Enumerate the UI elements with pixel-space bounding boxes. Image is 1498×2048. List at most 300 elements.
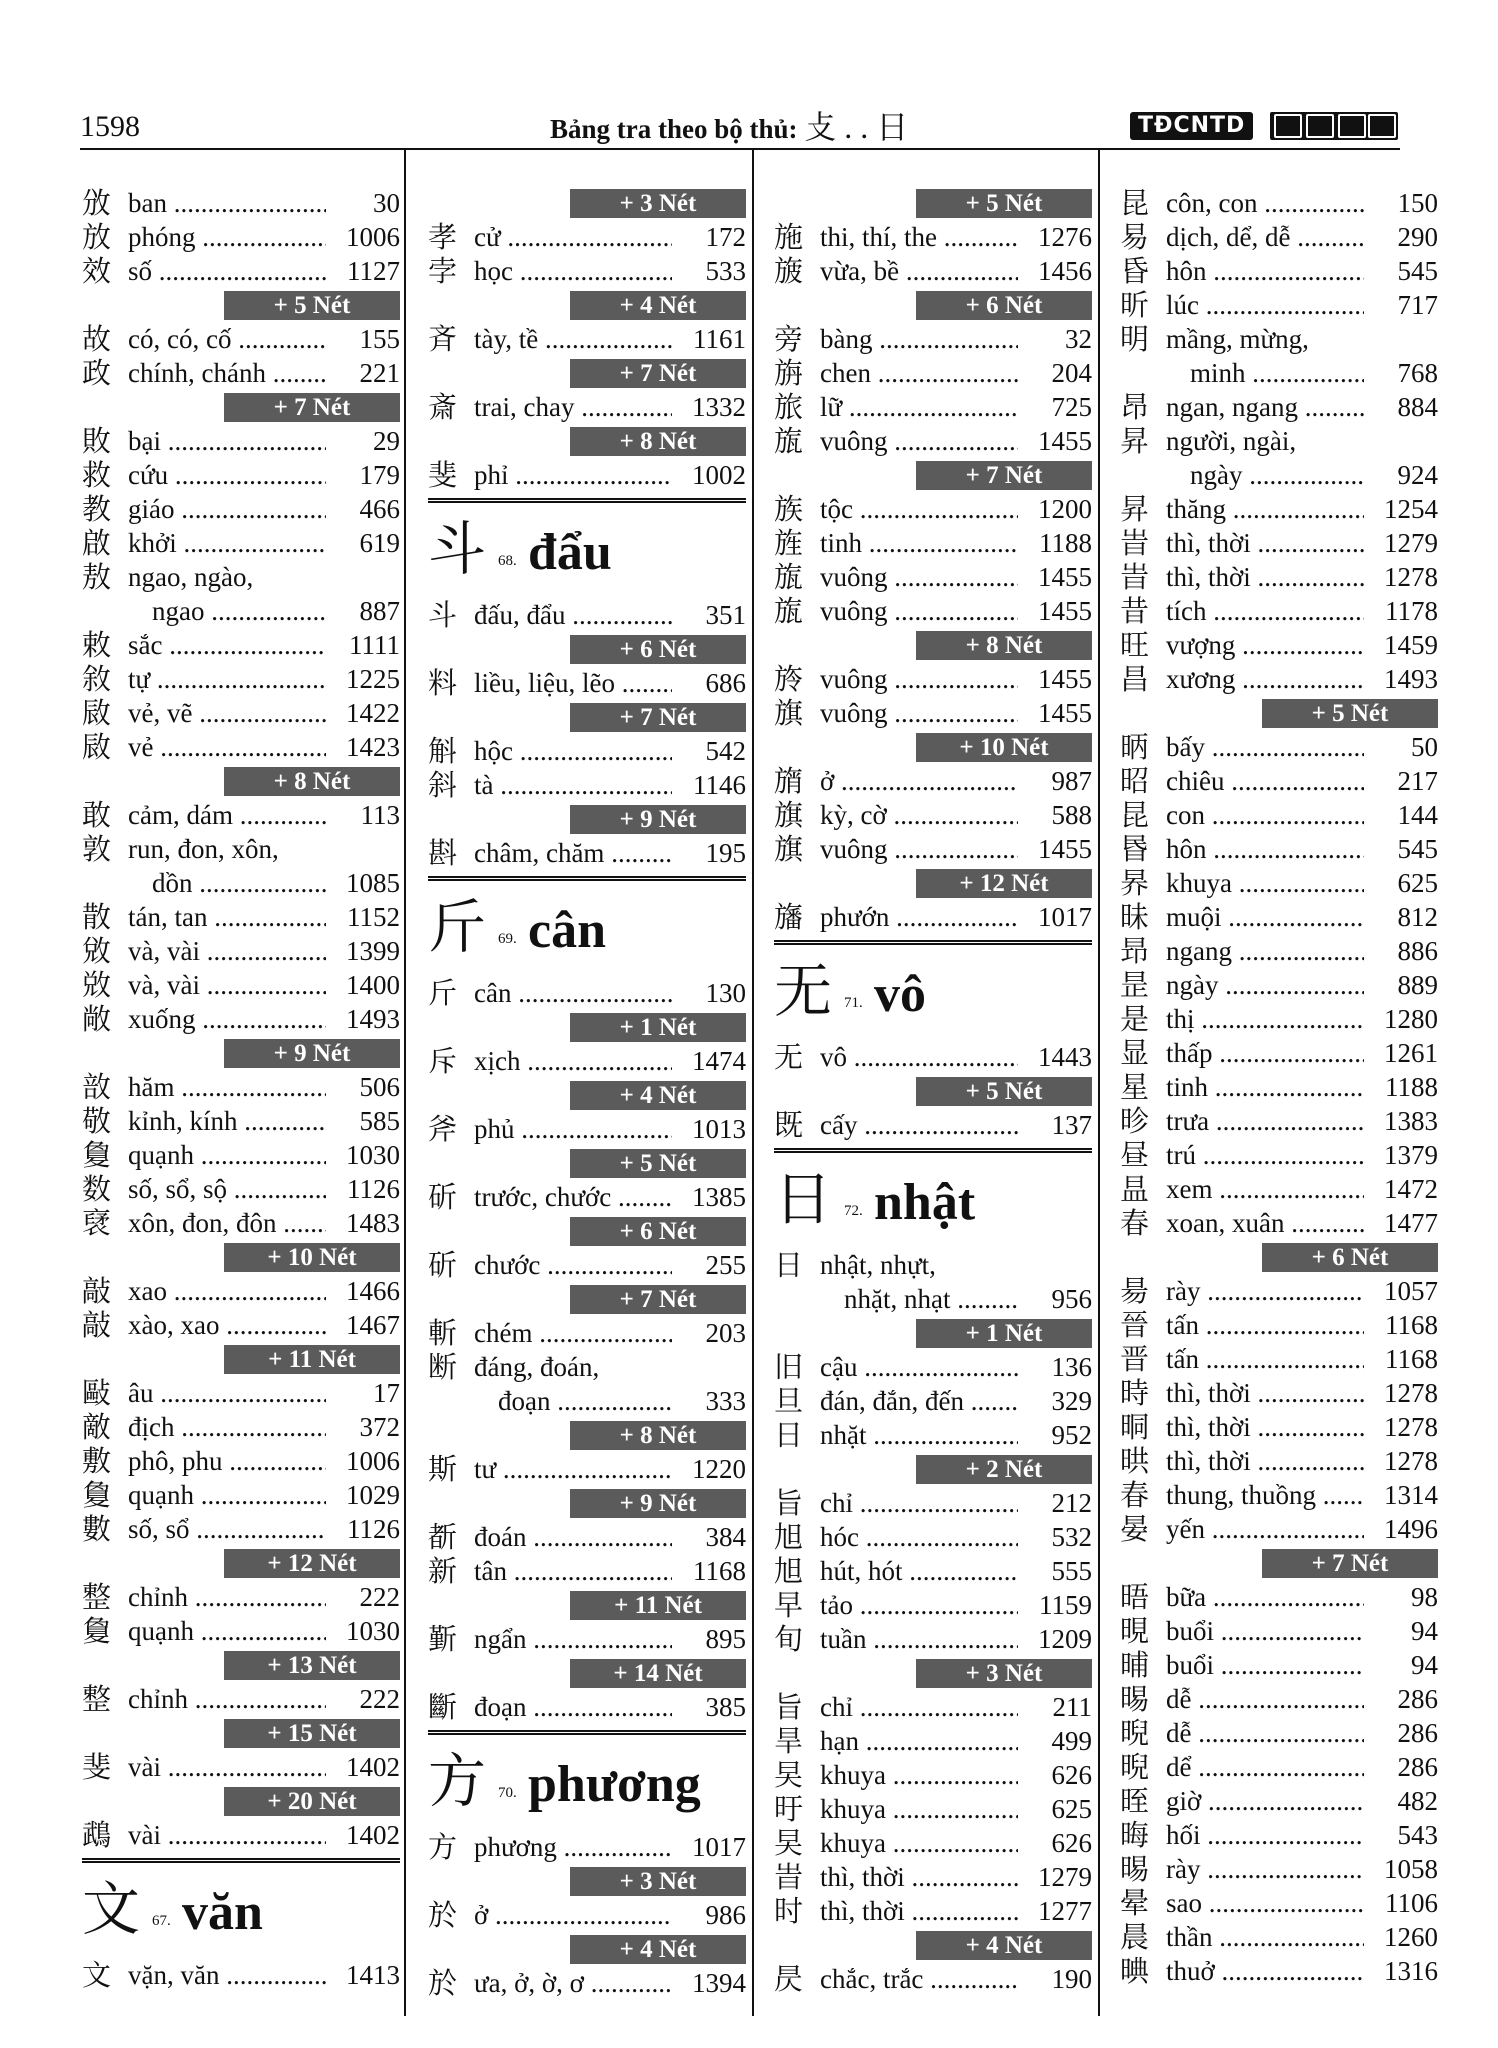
han-character: 旭	[774, 1520, 804, 1554]
han-character: 散	[82, 900, 112, 934]
stroke-count-label: + 14 Nét	[570, 1659, 746, 1688]
stroke-count-label: + 1 Nét	[570, 1013, 746, 1042]
index-entry	[774, 322, 1092, 356]
entry-reading: có, có, cố .....	[128, 322, 326, 356]
entry-reading: học .....	[474, 254, 672, 288]
stroke-count-label: + 4 Nét	[570, 291, 746, 320]
han-character: 新	[428, 1554, 458, 1588]
entry-reading: thần .....	[1166, 1920, 1364, 1954]
entry-page-number: 1209	[1018, 1622, 1092, 1656]
stroke-count-label: + 11 Nét	[224, 1345, 400, 1374]
index-entry	[1120, 1648, 1438, 1682]
entry-page-number: 1456	[1018, 254, 1092, 288]
index-entry	[428, 1384, 746, 1418]
index-entry	[428, 1690, 746, 1724]
stroke-count-header	[82, 1546, 400, 1580]
radical-number: 69.	[498, 931, 517, 947]
entry-page-number: 1146	[672, 768, 746, 802]
entry-reading: ở .....	[474, 1898, 672, 1932]
entry-page-number: 924	[1364, 458, 1438, 492]
entry-reading: rày .....	[1166, 1852, 1364, 1886]
index-entry	[82, 424, 400, 458]
entry-reading: đoán .....	[474, 1520, 672, 1554]
index-entry	[1120, 1070, 1438, 1104]
entry-reading: xương .....	[1166, 662, 1364, 696]
entry-reading: thì, thời .....	[820, 1860, 1018, 1894]
entry-reading: tư .....	[474, 1452, 672, 1486]
han-character: 於	[428, 1898, 458, 1932]
entry-reading: hút, hót .....	[820, 1554, 1018, 1588]
entry-page-number: 1085	[326, 866, 400, 900]
han-character: 裦	[82, 1206, 112, 1240]
index-entry	[1120, 1784, 1438, 1818]
entry-page-number: 1002	[672, 458, 746, 492]
index-entry	[774, 594, 1092, 628]
han-character: 放	[82, 220, 112, 254]
index-entry	[774, 356, 1092, 390]
han-character: 旬	[774, 1622, 804, 1656]
entry-page-number: 1159	[1018, 1588, 1092, 1622]
han-character: 旨	[774, 1486, 804, 1520]
entry-reading: vuông .....	[820, 424, 1018, 458]
stroke-count-label: + 8 Nét	[570, 427, 746, 456]
radical-section-header	[428, 876, 746, 976]
han-character: 斜	[428, 768, 458, 802]
stroke-count-header	[82, 288, 400, 322]
index-entry	[1120, 764, 1438, 798]
entry-page-number: 1400	[326, 968, 400, 1002]
han-character: 晡	[1120, 1648, 1150, 1682]
stroke-count-label: + 10 Nét	[224, 1243, 400, 1272]
index-entry	[82, 1376, 400, 1410]
entry-reading: bữa .....	[1166, 1580, 1364, 1614]
entry-reading: thấp .....	[1166, 1036, 1364, 1070]
entry-page-number: 1126	[326, 1172, 400, 1206]
entry-page-number: 1383	[1364, 1104, 1438, 1138]
index-entry	[82, 1444, 400, 1478]
entry-page-number: 1013	[672, 1112, 746, 1146]
entry-page-number: 385	[672, 1690, 746, 1724]
han-character: 断	[428, 1350, 458, 1384]
entry-page-number: 1261	[1364, 1036, 1438, 1070]
index-entry	[1120, 458, 1438, 492]
index-entry	[82, 832, 400, 866]
entry-reading: vẻ, vẽ .....	[128, 696, 326, 730]
index-entry	[774, 1826, 1092, 1860]
index-entry	[774, 1758, 1092, 1792]
entry-page-number: 204	[1018, 356, 1092, 390]
entry-reading: buổi .....	[1166, 1614, 1364, 1648]
page-number: 1598	[80, 110, 140, 143]
han-character: 晏	[1120, 1512, 1150, 1546]
index-entry	[774, 662, 1092, 696]
stroke-count-header	[774, 1074, 1092, 1108]
han-character: 晎	[1120, 1444, 1150, 1478]
han-character: 敬	[82, 1104, 112, 1138]
stroke-count-header	[774, 1316, 1092, 1350]
han-character: 敚	[82, 968, 112, 1002]
index-entry	[1120, 1342, 1438, 1376]
entry-page-number: 1379	[1364, 1138, 1438, 1172]
han-character: 昃	[774, 1962, 804, 1996]
entry-reading: khuya .....	[820, 1792, 1018, 1826]
entry-reading: hạn .....	[820, 1724, 1018, 1758]
stroke-count-header	[428, 288, 746, 322]
index-entry	[82, 1070, 400, 1104]
entry-page-number: 179	[326, 458, 400, 492]
entry-page-number: 212	[1018, 1486, 1092, 1520]
entry-page-number: 499	[1018, 1724, 1092, 1758]
han-character: 晨	[1120, 1920, 1150, 1954]
han-character: 旲	[774, 1826, 804, 1860]
entry-reading: số, sổ, sộ .....	[128, 1172, 326, 1206]
entry-page-number: 29	[326, 424, 400, 458]
han-character: 日	[774, 1248, 804, 1282]
index-entry	[1120, 968, 1438, 1002]
entry-reading: chỉnh .....	[128, 1682, 326, 1716]
stroke-count-label: + 5 Nét	[570, 1149, 746, 1178]
radical-name: vô	[874, 966, 926, 1023]
entry-reading: trú .....	[1166, 1138, 1364, 1172]
entry-reading: hăm .....	[128, 1070, 326, 1104]
han-character: 昦	[1120, 866, 1150, 900]
entry-page-number: 1496	[1364, 1512, 1438, 1546]
entry-page-number: 286	[1364, 1716, 1438, 1750]
index-entry	[428, 1180, 746, 1214]
entry-reading: vừa, bề .....	[820, 254, 1018, 288]
index-entry	[1120, 1138, 1438, 1172]
han-character: 晊	[1120, 1784, 1150, 1818]
entry-reading: và, vài .....	[128, 934, 326, 968]
han-character: 晍	[1120, 1410, 1150, 1444]
index-column-4	[1120, 186, 1438, 1988]
entry-reading: tuần .....	[820, 1622, 1018, 1656]
han-character: 斬	[428, 1316, 458, 1350]
entry-reading: vuông .....	[820, 696, 1018, 730]
index-entry	[1120, 1104, 1438, 1138]
entry-page-number: 625	[1364, 866, 1438, 900]
entry-reading: tinh .....	[1166, 1070, 1364, 1104]
entry-page-number: 1423	[326, 730, 400, 764]
entry-page-number: 1472	[1364, 1172, 1438, 1206]
stroke-count-label: + 20 Nét	[224, 1787, 400, 1816]
entry-page-number: 1168	[1364, 1342, 1438, 1376]
han-character: 既	[774, 1108, 804, 1142]
index-entry	[1120, 1886, 1438, 1920]
entry-page-number: 1029	[326, 1478, 400, 1512]
entry-page-number: 1280	[1364, 1002, 1438, 1036]
stroke-count-header	[1120, 1240, 1438, 1274]
index-entry	[1120, 1478, 1438, 1512]
entry-reading: phóng .....	[128, 220, 326, 254]
stroke-count-header	[774, 866, 1092, 900]
index-entry	[1120, 560, 1438, 594]
entry-reading: thuở .....	[1166, 1954, 1364, 1988]
entry-page-number: 542	[672, 734, 746, 768]
han-character: 斉	[428, 322, 458, 356]
stroke-count-header	[82, 764, 400, 798]
page-title	[550, 106, 908, 150]
entry-page-number: 155	[326, 322, 400, 356]
entry-reading: số .....	[128, 254, 326, 288]
entry-reading: đoạn .....	[498, 1384, 672, 1418]
entry-reading: dễ .....	[1166, 1716, 1364, 1750]
index-entry	[1120, 934, 1438, 968]
stroke-count-label: + 8 Nét	[916, 631, 1092, 660]
entry-page-number: 351	[672, 598, 746, 632]
entry-page-number: 1474	[672, 1044, 746, 1078]
entry-reading: trưa .....	[1166, 1104, 1364, 1138]
stroke-count-label: + 5 Nét	[1262, 699, 1438, 728]
han-character: 敨	[82, 1070, 112, 1104]
han-character: 昜	[1120, 1274, 1150, 1308]
index-entry	[428, 1520, 746, 1554]
index-entry	[428, 768, 746, 802]
index-entry	[774, 1622, 1092, 1656]
entry-page-number: 1178	[1364, 594, 1438, 628]
index-entry	[774, 1554, 1092, 1588]
entry-page-number: 585	[326, 1104, 400, 1138]
stroke-count-header	[428, 1864, 746, 1898]
entry-reading: thăng .....	[1166, 492, 1364, 526]
entry-reading: xao .....	[128, 1274, 326, 1308]
han-character: 教	[82, 492, 112, 526]
han-character: 日	[774, 1418, 804, 1452]
index-entry	[82, 594, 400, 628]
entry-page-number: 1399	[326, 934, 400, 968]
stroke-count-header	[428, 1146, 746, 1180]
entry-reading: vài .....	[128, 1750, 326, 1784]
entry-reading: vuông .....	[820, 832, 1018, 866]
entry-page-number: 588	[1018, 798, 1092, 832]
index-entry	[428, 1830, 746, 1864]
entry-page-number: 195	[672, 836, 746, 870]
stroke-count-header	[774, 186, 1092, 220]
han-character: 啟	[82, 526, 112, 560]
entry-reading: tích .....	[1166, 594, 1364, 628]
han-character: 昼	[1120, 1138, 1150, 1172]
entry-page-number: 1455	[1018, 832, 1092, 866]
index-entry	[428, 666, 746, 700]
entry-reading: âu .....	[128, 1376, 326, 1410]
entry-page-number: 1413	[326, 1958, 400, 1992]
entry-reading: hôn .....	[1166, 832, 1364, 866]
index-entry	[774, 1248, 1092, 1282]
index-entry	[1120, 1206, 1438, 1240]
index-entry	[774, 1418, 1092, 1452]
radical-character: 斗	[428, 515, 487, 583]
entry-page-number: 1278	[1364, 560, 1438, 594]
index-entry	[82, 1580, 400, 1614]
entry-page-number: 1188	[1364, 1070, 1438, 1104]
stroke-count-header	[428, 356, 746, 390]
han-character: 敲	[82, 1308, 112, 1342]
index-entry	[774, 390, 1092, 424]
entry-reading: ưa, ở, ờ, ơ .....	[474, 1966, 672, 2000]
stroke-count-label: + 1 Nét	[916, 1319, 1092, 1348]
stroke-count-header	[1120, 1546, 1438, 1580]
index-entry	[428, 598, 746, 632]
index-entry	[82, 220, 400, 254]
entry-page-number: 956	[1018, 1282, 1092, 1316]
stroke-count-label: + 8 Nét	[570, 1421, 746, 1450]
entry-reading: cân .....	[474, 976, 672, 1010]
han-character: 斤	[428, 976, 458, 1010]
entry-reading: thì, thời .....	[1166, 1376, 1364, 1410]
entry-reading: đoạn .....	[474, 1690, 672, 1724]
index-entry	[774, 1894, 1092, 1928]
index-entry	[428, 1248, 746, 1282]
han-character: 春	[1120, 1478, 1150, 1512]
entry-page-number: 286	[1364, 1682, 1438, 1716]
radical-name: đẩu	[528, 524, 612, 581]
stroke-count-header	[82, 1036, 400, 1070]
han-character: 敷	[82, 1444, 112, 1478]
stroke-count-header	[428, 1282, 746, 1316]
index-entry	[1120, 356, 1438, 390]
entry-page-number: 130	[672, 976, 746, 1010]
entry-reading: số, sổ .....	[128, 1512, 326, 1546]
radical-name: văn	[182, 1884, 263, 1941]
han-character: 晕	[1120, 1886, 1150, 1920]
entry-page-number: 884	[1364, 390, 1438, 424]
index-entry	[428, 1554, 746, 1588]
stroke-count-header	[428, 802, 746, 836]
han-character: 明	[1120, 322, 1150, 356]
stroke-count-header	[774, 730, 1092, 764]
index-entry	[1120, 594, 1438, 628]
han-character: 方	[428, 1830, 458, 1864]
entry-reading: tấn .....	[1166, 1342, 1364, 1376]
stroke-count-label: + 9 Nét	[224, 1039, 400, 1068]
stroke-count-header	[428, 1656, 746, 1690]
entry-page-number: 1455	[1018, 594, 1092, 628]
entry-page-number: 1260	[1364, 1920, 1438, 1954]
stroke-count-header	[428, 186, 746, 220]
stroke-count-label: + 10 Nét	[916, 733, 1092, 762]
index-entry	[428, 976, 746, 1010]
entry-reading: khuya .....	[820, 1826, 1018, 1860]
han-character: 敗	[82, 424, 112, 458]
index-entry	[428, 836, 746, 870]
han-character: 旊	[774, 560, 804, 594]
entry-page-number: 144	[1364, 798, 1438, 832]
entry-reading: đán, đắn, đến .....	[820, 1384, 1018, 1418]
index-entry	[428, 1898, 746, 1932]
entry-page-number: 30	[326, 186, 400, 220]
entry-reading: liều, liệu, lẽo .....	[474, 666, 672, 700]
stroke-count-header	[82, 1240, 400, 1274]
stroke-count-label: + 2 Nét	[916, 1455, 1092, 1484]
index-entry	[82, 1512, 400, 1546]
entry-reading: bàng .....	[820, 322, 1018, 356]
entry-reading: dễ .....	[1166, 1682, 1364, 1716]
han-character: 旗	[774, 696, 804, 730]
stroke-count-label: + 9 Nét	[570, 1489, 746, 1518]
entry-page-number: 1385	[672, 1180, 746, 1214]
entry-reading: thị .....	[1166, 1002, 1364, 1036]
han-character: 敻	[82, 1614, 112, 1648]
index-entry	[1120, 900, 1438, 934]
entry-page-number: 1017	[1018, 900, 1092, 934]
entry-page-number: 1483	[326, 1206, 400, 1240]
entry-reading: cậu .....	[820, 1350, 1018, 1384]
han-character: 斐	[82, 1750, 112, 1784]
stroke-count-label: + 12 Nét	[224, 1549, 400, 1578]
page-title-text: Bảng tra theo bộ thủ:	[550, 114, 798, 144]
han-character: 旍	[774, 662, 804, 696]
index-entry	[1120, 322, 1438, 356]
han-character: 晉	[1120, 1308, 1150, 1342]
entry-reading: ngao .....	[152, 594, 326, 628]
index-entry	[774, 1520, 1092, 1554]
stroke-count-label: + 3 Nét	[916, 1659, 1092, 1688]
index-entry	[82, 866, 400, 900]
entry-reading: khuya .....	[820, 1758, 1018, 1792]
stroke-count-label: + 4 Nét	[916, 1931, 1092, 1960]
stroke-count-label: + 5 Nét	[916, 1077, 1092, 1106]
entry-page-number: 172	[672, 220, 746, 254]
index-entry	[774, 1724, 1092, 1758]
index-entry	[428, 1044, 746, 1078]
entry-page-number: 384	[672, 1520, 746, 1554]
han-character: 昕	[1120, 288, 1150, 322]
entry-reading: vượng .....	[1166, 628, 1364, 662]
han-character: 敞	[82, 1002, 112, 1036]
entry-page-number: 506	[326, 1070, 400, 1104]
han-character: 時	[1120, 1376, 1150, 1410]
index-entry	[774, 900, 1092, 934]
index-entry	[1120, 526, 1438, 560]
entry-reading: tân .....	[474, 1554, 672, 1588]
stroke-count-label: + 7 Nét	[570, 703, 746, 732]
entry-page-number: 203	[672, 1316, 746, 1350]
entry-page-number: 1394	[672, 1966, 746, 2000]
index-entry	[774, 1792, 1092, 1826]
index-entry	[1120, 220, 1438, 254]
stroke-count-label: + 6 Nét	[1262, 1243, 1438, 1272]
index-entry	[774, 492, 1092, 526]
entry-reading: xem .....	[1166, 1172, 1364, 1206]
han-character: 昭	[1120, 764, 1150, 798]
entry-page-number: 889	[1364, 968, 1438, 1002]
index-entry	[82, 934, 400, 968]
han-character: 昰	[1120, 968, 1150, 1002]
index-entry	[82, 1818, 400, 1852]
index-entry	[1120, 1920, 1438, 1954]
radical-name: cân	[528, 902, 606, 959]
index-entry	[428, 734, 746, 768]
entry-reading: cứu .....	[128, 458, 326, 492]
entry-page-number: 1278	[1364, 1444, 1438, 1478]
stroke-count-label: + 11 Nét	[570, 1591, 746, 1620]
han-character: 敻	[82, 1138, 112, 1172]
han-character: 敐	[82, 730, 112, 764]
index-entry	[774, 1384, 1092, 1418]
entry-reading: phướn .....	[820, 900, 1018, 934]
stroke-count-label: + 6 Nét	[570, 635, 746, 664]
entry-reading: mầng, mừng,	[1166, 324, 1309, 354]
index-entry	[82, 186, 400, 220]
index-entry	[82, 356, 400, 390]
entry-reading: bấy .....	[1166, 730, 1364, 764]
entry-reading: run, đon, xôn,	[128, 834, 279, 864]
han-character: 斐	[428, 458, 458, 492]
stroke-count-header	[428, 700, 746, 734]
entry-page-number: 768	[1364, 356, 1438, 390]
entry-reading: sắc .....	[128, 628, 326, 662]
stroke-count-header	[428, 1214, 746, 1248]
